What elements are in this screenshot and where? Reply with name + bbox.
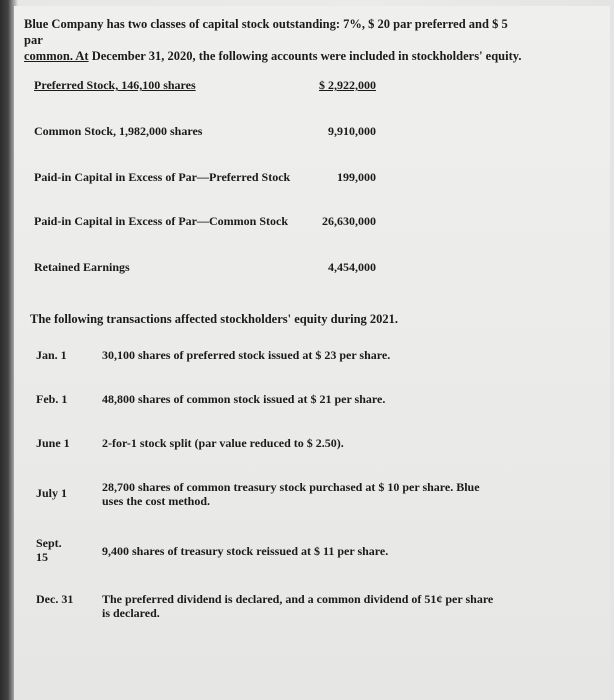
transaction-date: Dec. 31 (36, 592, 74, 606)
transaction-date: Jan. 1 (36, 348, 67, 362)
transaction-text: 28,700 shares of common treasury stock purchased at $ 10 per share. Blue uses the cost method. (102, 480, 480, 508)
intro-line-2 (24, 48, 524, 64)
account-label-pic-preferred: Paid-in Capital in Excess of Par—Preferred Stock (34, 170, 291, 184)
transaction-date: July 1 (36, 486, 68, 500)
transaction-date: Feb. 1 (36, 392, 68, 406)
account-label-preferred-stock: Preferred Stock, 146,100 shares (34, 78, 196, 92)
transaction-text: 9,400 shares of treasury stock reissued at $ 11 per share. (102, 544, 389, 558)
account-amount-retained-earnings: 4,454,000 (328, 260, 376, 274)
transaction-date: June 1 (36, 436, 70, 450)
account-label-retained-earnings: Retained Earnings (34, 260, 130, 274)
transaction-text: 2-for-1 stock split (par value reduced to $ 2.50). (102, 436, 344, 450)
account-label-common-stock: Common Stock, 1,982,000 shares (34, 124, 203, 138)
transaction-text: The preferred dividend is declared, and a common dividend of 51¢ per share is declared. (102, 592, 494, 620)
intro-paragraph (24, 16, 524, 64)
account-amount-preferred-stock: $ 2,922,000 (319, 78, 376, 92)
account-amount-pic-common: 26,630,000 (322, 214, 376, 228)
account-amount-pic-preferred: 199,000 (337, 170, 376, 184)
intro-line-2-rest: December 31, 2020, the following accounts were included in stockholders' equity. (88, 49, 522, 63)
transaction-text: 30,100 shares of preferred stock issued at $ 23 per share. (102, 348, 391, 362)
transaction-date: Sept. 15 (36, 536, 62, 564)
transaction-text: 48,800 shares of common stock issued at $ 21 per share. (102, 392, 386, 406)
intro-underlined: common. At (24, 49, 89, 63)
account-amount-common-stock: 9,910,000 (328, 124, 376, 138)
intro-line-1: Blue Company has two classes of capital stock outstanding: 7%, $ 20 par preferred and $ 5 par (24, 17, 508, 47)
account-label-pic-common: Paid-in Capital in Excess of Par—Common Stock (34, 214, 289, 228)
problem-sheet (14, 6, 610, 700)
transactions-heading: The following transactions affected stockholders' equity during 2021. (30, 312, 399, 326)
